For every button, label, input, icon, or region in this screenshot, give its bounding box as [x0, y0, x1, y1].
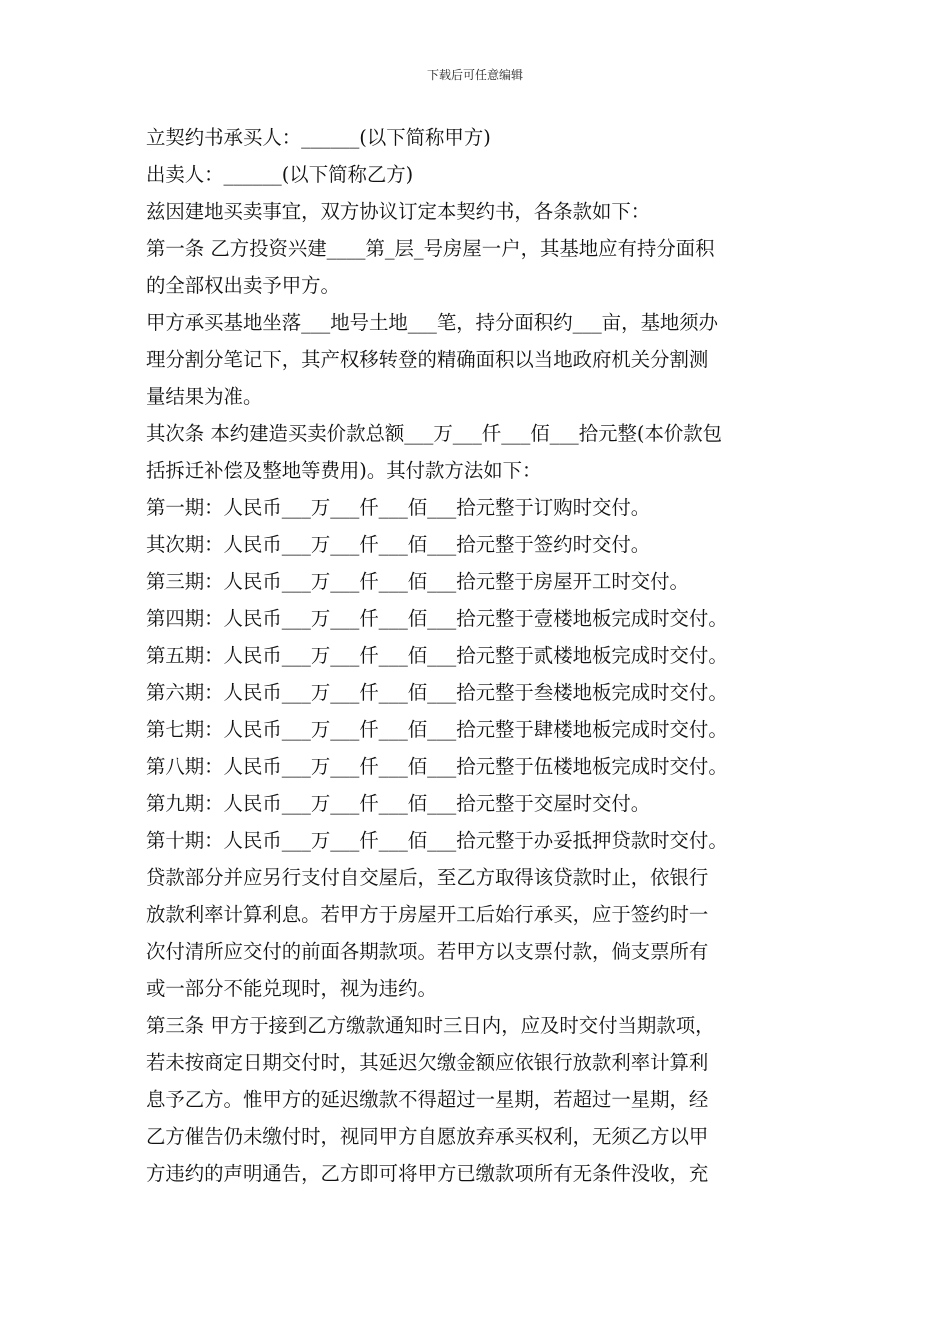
text-line: 第三条 甲方于接到乙方缴款通知时三日内，应及时交付当期款项， — [146, 1014, 715, 1037]
text-line: 的全部权出卖予甲方。 — [146, 274, 340, 297]
text-line: 第七期：人民币___万___仟___佰___拾元整于肆楼地板完成时交付。 — [146, 718, 728, 741]
text-line: 第五期：人民币___万___仟___佰___拾元整于贰楼地板完成时交付。 — [146, 644, 728, 667]
text-line: 或一部分不能兑现时，视为违约。 — [146, 977, 437, 1000]
text-line: 贷款部分并应另行支付自交屋后，至乙方取得该贷款时止，依银行 — [146, 866, 709, 889]
text-line: 量结果为准。 — [146, 385, 263, 408]
text-line: 若未按商定日期交付时，其延迟欠缴金额应依银行放款利率计算利 — [146, 1051, 709, 1074]
text-line: 理分割分笔记下，其产权移转登的精确面积以当地政府机关分割测 — [146, 348, 709, 371]
text-line: 立契约书承买人：______(以下简称甲方) — [146, 126, 491, 149]
text-line: 其次期：人民币___万___仟___佰___拾元整于签约时交付。 — [146, 533, 651, 556]
text-line: 第一期：人民币___万___仟___佰___拾元整于订购时交付。 — [146, 496, 651, 519]
text-line: 第九期：人民币___万___仟___佰___拾元整于交屋时交付。 — [146, 792, 651, 815]
text-line: 息予乙方。惟甲方的延迟缴款不得超过一星期，若超过一星期，经 — [146, 1088, 709, 1111]
text-line: 兹因建地买卖事宜，双方协议订定本契约书，各条款如下： — [146, 200, 651, 223]
text-line: 次付清所应交付的前面各期款项。若甲方以支票付款，倘支票所有 — [146, 940, 709, 963]
text-line: 甲方承买基地坐落___地号土地___笔，持分面积约___亩，基地须办 — [146, 311, 719, 334]
text-line: 方违约的声明通告，乙方即可将甲方已缴款项所有无条件没收，充 — [146, 1162, 709, 1185]
text-line: 第四期：人民币___万___仟___佰___拾元整于壹楼地板完成时交付。 — [146, 607, 728, 630]
text-line: 第八期：人民币___万___仟___佰___拾元整于伍楼地板完成时交付。 — [146, 755, 728, 778]
text-line: 乙方催告仍未缴付时，视同甲方自愿放弃承买权利，无须乙方以甲 — [146, 1125, 709, 1148]
text-line: 其次条 本约建造买卖价款总额___万___仟___佰___拾元整(本价款包 — [146, 422, 723, 445]
contract-body — [146, 119, 806, 1192]
text-line: 第十期：人民币___万___仟___佰___拾元整于办妥抵押贷款时交付。 — [146, 829, 728, 852]
text-line: 第六期：人民币___万___仟___佰___拾元整于叁楼地板完成时交付。 — [146, 681, 728, 704]
header-note: 下载后可任意编辑 — [426, 68, 523, 82]
text-line: 出卖人：______(以下简称乙方) — [146, 163, 414, 186]
text-line: 第三期：人民币___万___仟___佰___拾元整于房屋开工时交付。 — [146, 570, 689, 593]
text-line: 括拆迁补偿及整地等费用)。其付款方法如下： — [146, 459, 542, 482]
text-line: 放款利率计算利息。若甲方于房屋开工后始行承买，应于签约时一 — [146, 903, 709, 926]
text-line: 第一条 乙方投资兴建____第_层_号房屋一户，其基地应有持分面积 — [146, 237, 715, 260]
